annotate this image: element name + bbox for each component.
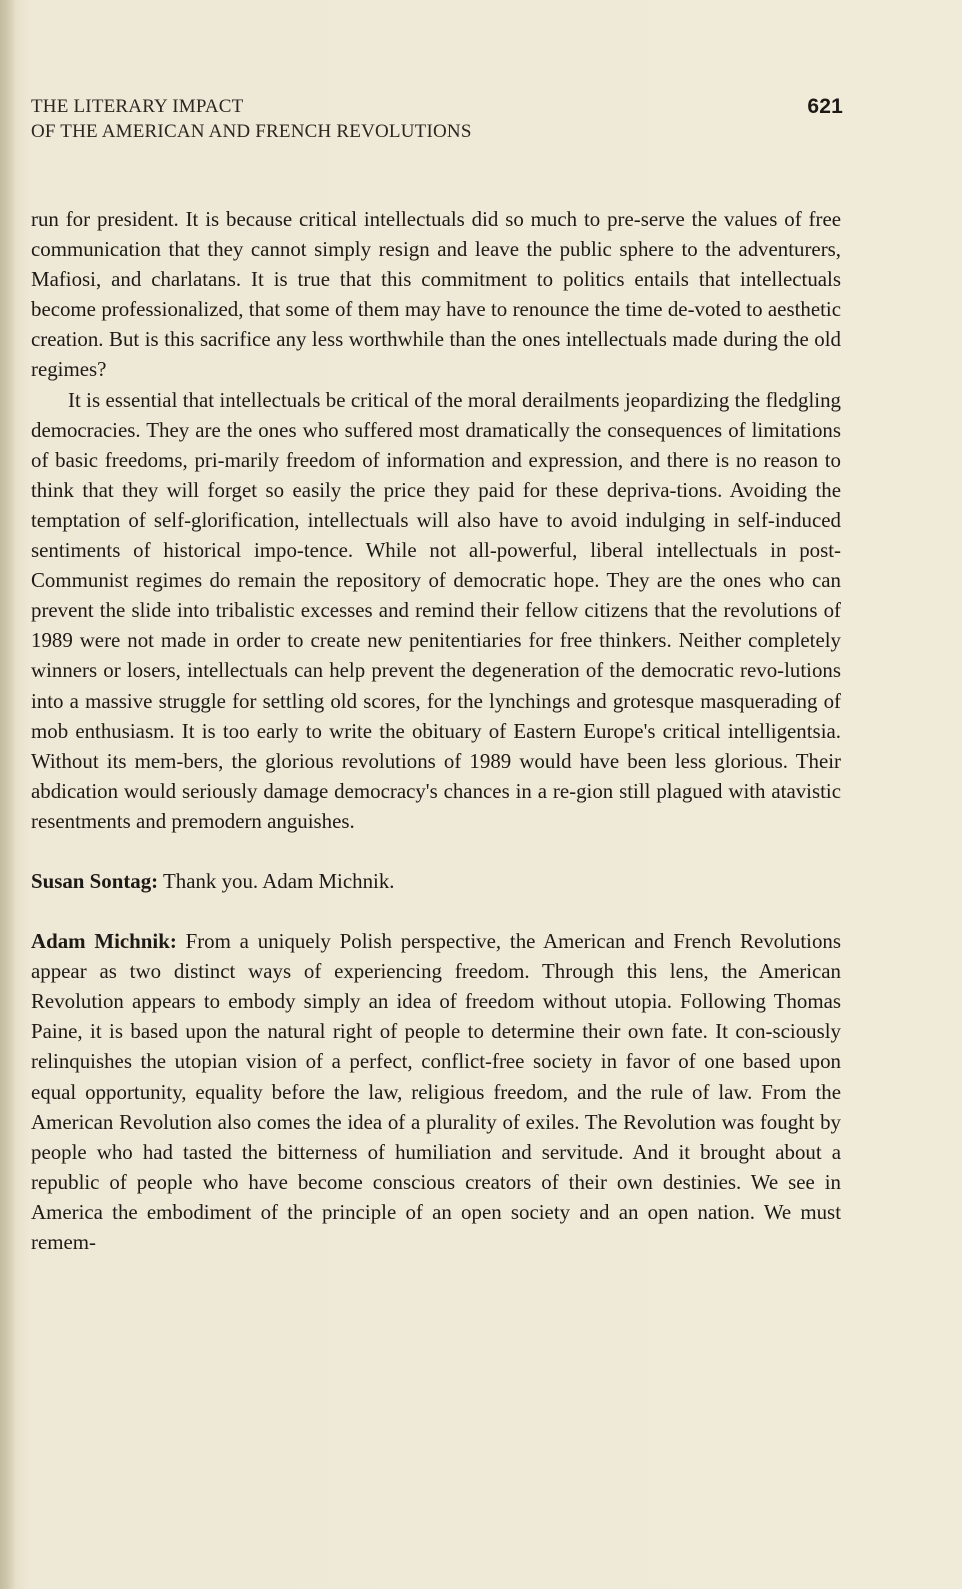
paragraph-intellectuals [31,385,841,836]
paragraph-text: Thank you. Adam Michnik. [158,868,395,893]
running-head-line-2: OF THE AMERICAN AND FRENCH REVOLUTIONS [31,121,472,142]
spine-shadow [0,0,16,1589]
running-head [31,94,843,144]
paragraph-text: From a uniquely Polish perspective, the American and French Revolutions appear as two distinct ways of experiencing freedom. Through this lens, the American Revolution appears to embody simply an idea of freedom without utopia. Following Thomas Paine, it is based upon the natural right of people to determine their own fate. It con-sciously relinquishes the utopian vision of a perfect, conflict-free society in favor of one based upon equal opportunity, equality before the law, religious freedom, and the rule of law. From the American Revolution also comes the idea of a plurality of exiles. The Revolution was fought by people who had tasted the bitterness of humiliation and servitude. And it brought about a republic of people who have become conscious creators of their own destinies. We see in America the embodiment of the principle of an open society and an open nation. We must remem- [31,929,842,1254]
speaker-name: Susan Sontag: [31,868,159,893]
paragraph-michnik [31,926,841,1257]
paragraph-continuation [31,204,841,385]
speaker-name: Adam Michnik: [31,929,177,954]
body-text [31,204,841,1257]
paragraph-text: run for president. It is because critical intellectuals did so much to pre-serve the values of free communication that they cannot simply resign and leave the public sphere to the adventurers, Mafiosi, and charlatans. It is true that this commitment to politics entails that intellectuals become professionalized, that some of them may have to renounce the time de-voted to aesthetic creation. But is this sacrifice any less worthwhile than the ones intellectuals made during the old regimes? [31,207,841,382]
page-number: 621 [807,95,843,118]
running-head-line-1: THE LITERARY IMPACT [31,96,244,117]
paragraph-text: It is essential that intellectuals be critical of the moral derailments jeopardizing the fledgling democracies. They are the ones who suffered most dramatically the consequences of limitations of basic freedoms, pri-marily freedom of information and expression, and there is no reason to think that they will forget so easily the price they paid for these depriva-tions. Avoiding the temptation of self-glorification, intellectuals will also have to avoid indulging in self-induced sentiments of historical impo-tence. While not all-powerful, liberal intellectuals in post-Communist regimes do remain the repository of democratic hope. They are the ones who can prevent the slide into tribalistic excesses and remind their fellow citizens that the revolutions of 1989 were not made in order to create new penitentiaries for free thinkers. Neither completely winners or losers, intellectuals can help prevent the degeneration of the democratic revo-lutions into a massive struggle for settling old scores, for the lynchings and grotesque masquerading of mob enthusiasm. It is too early to write the obituary of Eastern Europe's critical intelligentsia. Without its mem-bers, the glorious revolutions of 1989 would have been less glorious. Their abdication would seriously damage democracy's chances in a re-gion still plagued with atavistic resentments and premodern anguishes. [31,387,841,833]
paragraph-sontag [31,866,841,896]
